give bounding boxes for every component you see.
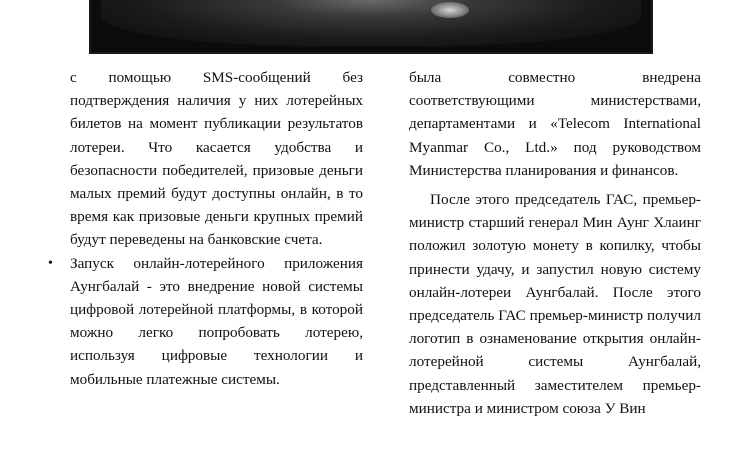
right-paragraph-2: После этого председатель ГАС, премьер-министр старший генерал Мин Аунг Хлаинг положил золотую монету в копилку, чтобы принести удачу, и запустил новую систему онлайн-лотереи Аунгбалай. После этого председатель ГАС премьер-министр получил логотип в ознаменование открытия онлайн-лотерейной системы Аунгбалай, представленный заместителем премьер-министра и министром союза У Вин [409,191,701,417]
right-column [409,66,701,420]
stage-lighting [101,0,641,46]
spotlight-glow [431,2,469,18]
left-column [48,66,363,391]
bullet-icon: • [48,255,53,271]
left-paragraph-1: с помощью SMS-сообщений без подтверждения наличия у них лотерейных билетов на момент публикации результатов лотереи. Что касается удобства и безопасности победителей, призовые деньги малых премий будут доступны онлайн, в то время как призовые деньги крупных премий будут переведены на банковские счета. [70,69,363,249]
event-hall-photo [89,0,653,54]
bullet-item [48,252,363,391]
right-paragraph-1: была совместно внедрена соответствующими министерствами, департаментами и «Telecom International Myanmar Co., Ltd.» под руководством Министерства планирования и финансов. [409,69,701,179]
bullet-text: Запуск онлайн-лотерейного приложения Аунгбалай - это внедрение новой системы цифровой лотерейной платформы, в которой можно легко попробовать лотерею, используя цифровые технологии и мобильные платежные системы. [70,254,363,388]
